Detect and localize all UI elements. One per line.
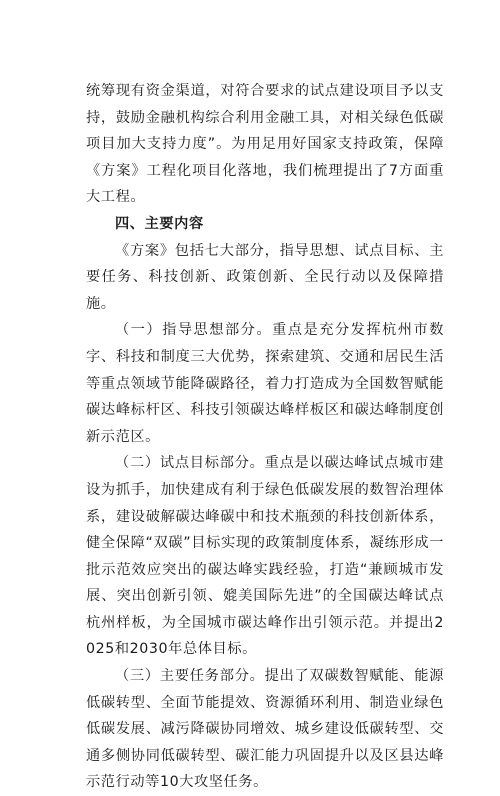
section-heading: 四、主要内容 — [115, 215, 204, 232]
continued-paragraph: 统筹现有资金渠道，对符合要求的试点建设项目予以支持，鼓励金融机构综合利用金融工具，对相关绿色低碳项目加大支持力度”。为用足用好国家支持政策，保障《方案》工程化项目化落地，我们梳理提出了7方面重大工程。 — [86, 83, 444, 206]
intro-paragraph: 《方案》包括七大部分，指导思想、试点目标、主要任务、科技创新、政策创新、全民行动以及保障措施。 — [86, 242, 444, 312]
pilot-goals-paragraph: （二）试点目标部分。重点是以碳达峰试点城市建设为抓手，加快建成有利于绿色低碳发展的数智治理体系，建设破解碳达峰碳中和技术瓶颈的科技创新体系，健全保障“双碳”目标实现的政策制度体系，凝练形成一批示范效应突出的碳达峰实践经验，打造“兼顾城市发展、突出创新引领、媲美国际先进”的全国碳达峰试点杭州样板，为全国城市碳达峰作出引领示范。并提出2025和2030年总体目标。 — [86, 455, 444, 658]
main-tasks-paragraph: （三）主要任务部分。提出了双碳数智赋能、能源低碳转型、全面节能提效、资源循环利用、制造业绿色低碳发展、减污降碳协同增效、城乡建设低碳转型、交通多侧协同低碳转型、碳汇能力巩固提升以及区县达峰示范行动等10大攻坚任务。 — [86, 668, 444, 791]
guiding-ideology-paragraph: （一）指导思想部分。重点是充分发挥杭州市数字、科技和制度三大优势，探索建筑、交通和居民生活等重点领域节能降碳路径，着力打造成为全国数智赋能碳达峰标杆区、科技引领碳达峰样板区和碳达峰制度创新示范区。 — [86, 322, 444, 445]
